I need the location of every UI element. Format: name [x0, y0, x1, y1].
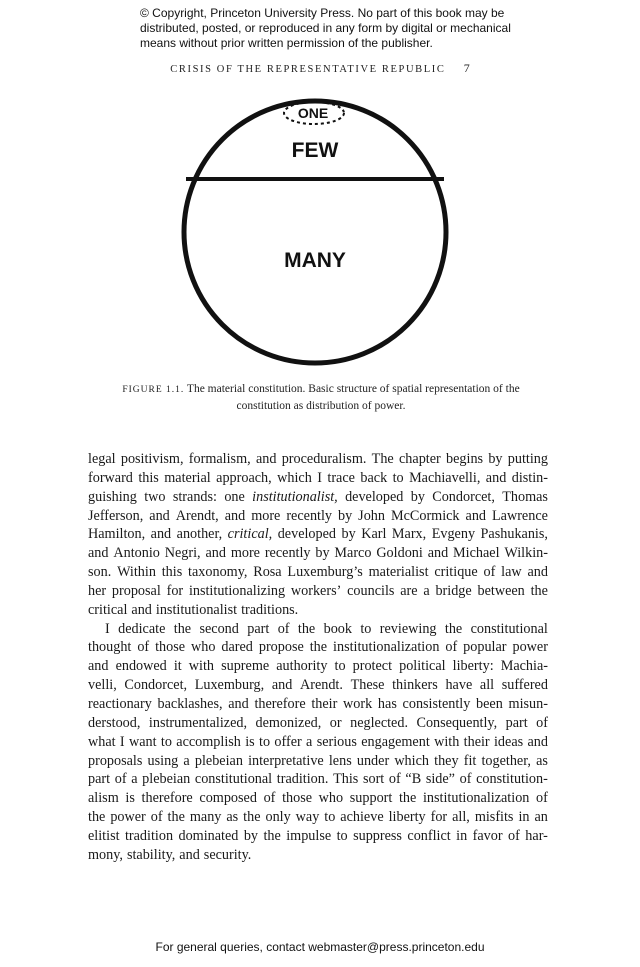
caption-text-line1: The material constitution. Basic structure of spatial representation of the: [186, 383, 520, 395]
text-line: proposals using a plebeian interpretative lens under which they fit together, as: [88, 752, 548, 769]
label-few: FEW: [291, 139, 339, 162]
label-many: MANY: [284, 249, 346, 272]
text-line: derstood, instrumentalized, demonized, or neglected. Consequently, part of: [88, 714, 548, 731]
copyright-line: distributed, posted, or reproduced in any form by digital or mechanical: [140, 21, 511, 35]
page-number: 7: [463, 61, 470, 75]
label-one: ONE: [297, 105, 329, 121]
text-line: what I want to accomplish is to offer a serious engagement with their ideas and: [88, 733, 548, 750]
figure-number: FIGURE 1.1.: [122, 385, 185, 395]
text-line: I dedicate the second part of the book to reviewing the constitutional: [105, 620, 548, 637]
figure-caption: [96, 381, 546, 414]
caption-text-line2: constitution as distribution of power.: [236, 400, 406, 412]
footer-contact: For general queries, contact webmaster@press.princeton.edu: [155, 940, 485, 954]
text-line: critical and institutionalist traditions.: [88, 601, 299, 618]
running-head: [0, 61, 640, 76]
text-line: velli, Condorcet, Luxemburg, and Arendt. These thinkers have all suffered: [88, 677, 548, 694]
copyright-notice: [140, 6, 540, 51]
text-line: alism is therefore composed of those who support the institutionalization of: [88, 790, 548, 807]
text-line: guishing two strands: one institutionalist, developed by Condorcet, Thomas: [88, 488, 548, 505]
text-line: legal positivism, formalism, and proceduralism. The chapter begins by putting: [88, 451, 548, 467]
diagram-drawing: [175, 96, 455, 368]
text-line: forward this material approach, which I trace back to Machiavelli, and distin-: [88, 469, 548, 486]
copyright-line: © Copyright, Princeton University Press. No part of this book may be: [140, 6, 505, 20]
text-line: mony, stability, and security.: [88, 846, 252, 863]
text-line: Jefferson, and Arendt, and more recently by John McCormick and Lawrence: [88, 507, 548, 524]
running-head-title: CRISIS OF THE REPRESENTATIVE REPUBLIC: [170, 64, 446, 75]
text-line: elitist tradition dominated by the impulse to suppress conflict in favor of har-: [88, 827, 548, 844]
text-line: part of a plebeian constitutional tradition. This sort of “B side” of constitution-: [88, 771, 548, 788]
text-line: Hamilton, and another, critical, developed by Karl Marx, Evgeny Pashukanis,: [88, 526, 548, 543]
text-line: reactionary backlashes, and therefore their work has consistently been misun-: [88, 695, 548, 712]
text-line: son. Within this taxonomy, Rosa Luxemburg’s materialist critique of law and: [88, 564, 548, 581]
text-line: and endowed it with supreme authority to protect political liberty: Machia-: [88, 658, 548, 675]
copyright-line: means without prior written permission of the publisher.: [140, 36, 433, 50]
text-line: and Antonio Negri, and more recently by Marco Goldoni and Michael Wilkin-: [88, 545, 548, 562]
text-line: the power of the many as the only way to achieve liberty for all, misfits in an: [88, 809, 548, 826]
body-text: [88, 450, 548, 865]
text-line: thought of those who dared propose the institutionalization of popular power: [88, 639, 548, 656]
power-distribution-diagram: [175, 96, 455, 368]
text-line: her proposal for institutionalizing workers’ councils are a bridge between the: [88, 582, 548, 599]
